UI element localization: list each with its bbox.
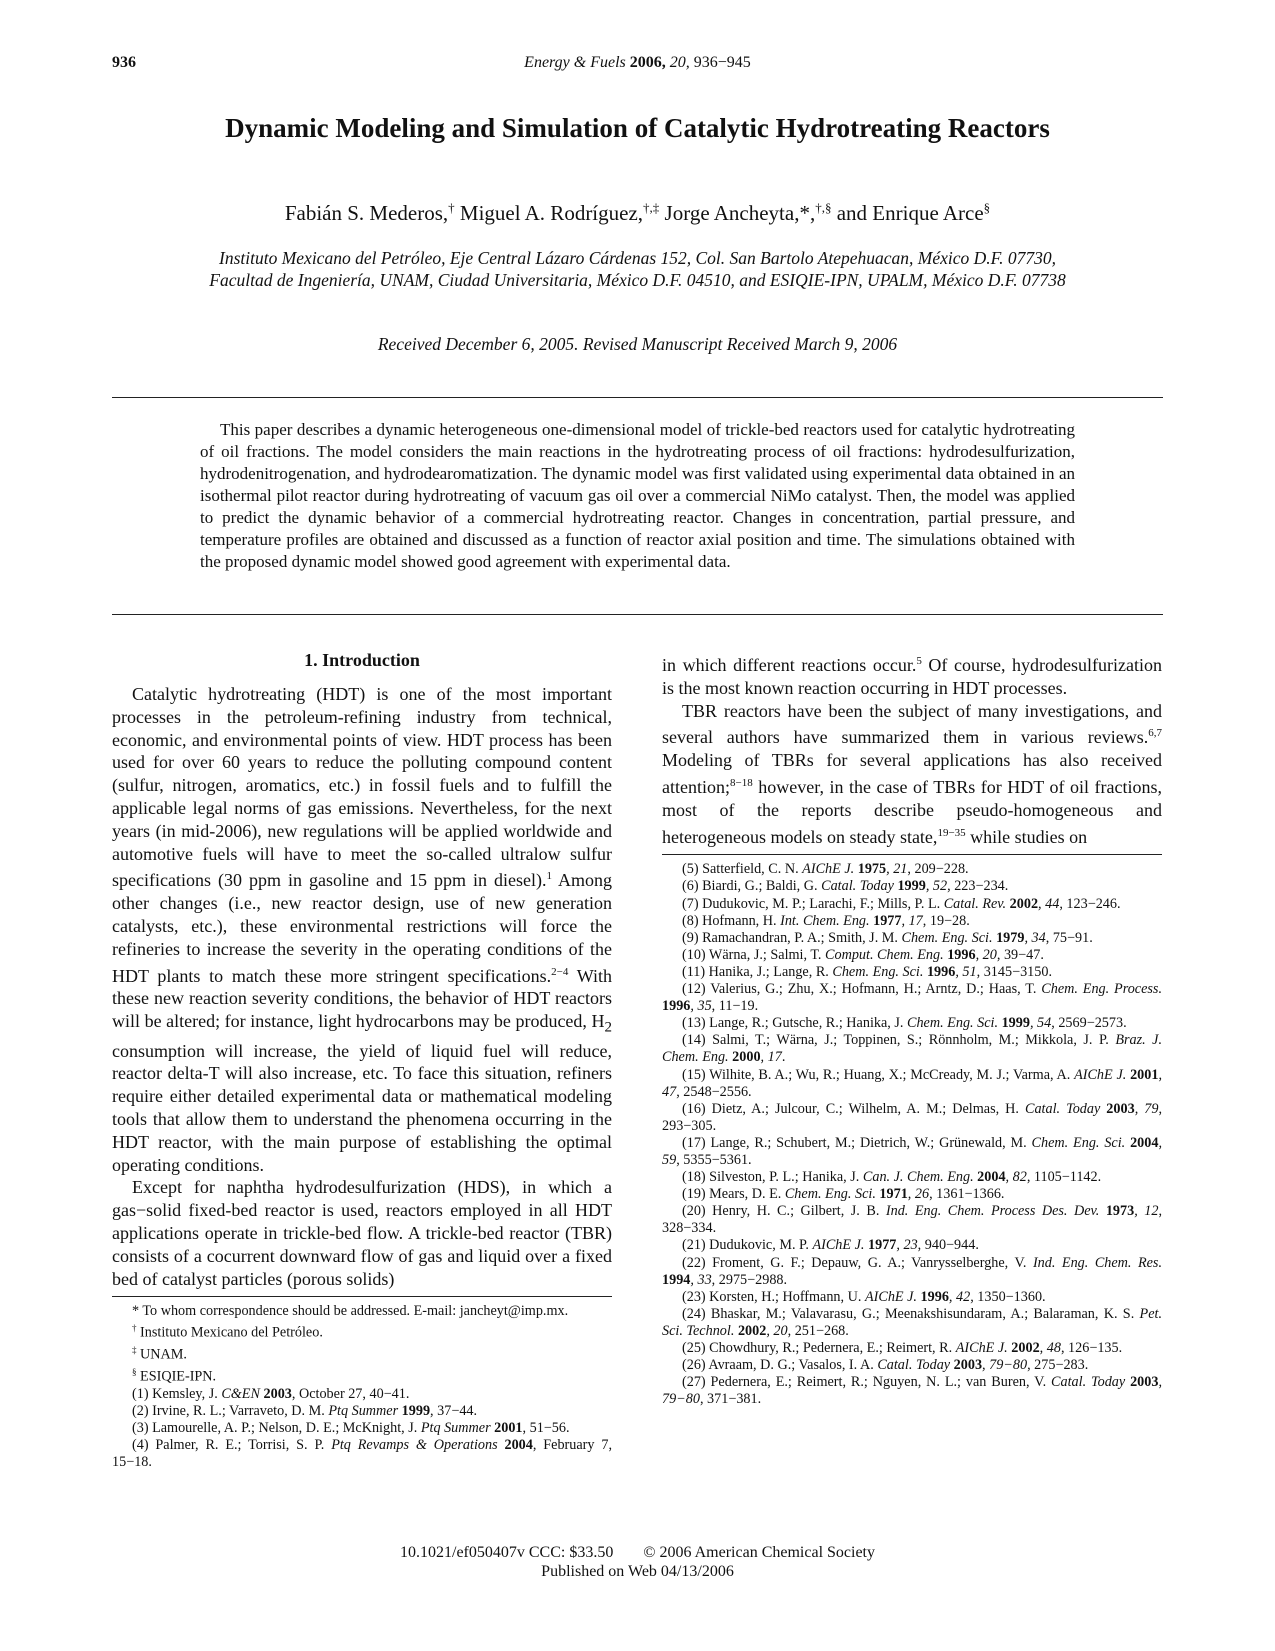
reference-year: 2003 — [1100, 1100, 1135, 1117]
author-marks: † — [448, 200, 455, 215]
reference-pre: (3) Lamourelle, A. P.; Nelson, D. E.; McKnight, J. — [132, 1420, 421, 1437]
reference-entry — [662, 1135, 1162, 1169]
reference-post: , 1105−1142. — [1026, 1169, 1102, 1186]
reference-entry — [662, 1203, 1162, 1237]
reference-jour: AIChE J. — [1074, 1066, 1127, 1083]
reference-year: 1996 — [662, 998, 691, 1015]
author-name: Fabián S. Mederos, — [284, 201, 449, 225]
text-run: while studies on — [965, 826, 1088, 847]
citation-superscript: 19−35 — [937, 826, 966, 839]
reference-pre: (7) Dudukovic, M. P.; Larachi, F.; Mills, P. L. — [682, 895, 944, 912]
text-run: Among other changes (i.e., new reactor design, use of new generation catalysts, etc.), these environmental restrictions will force the refineries to increase the severity in the operating conditions of the HDT plants to match these more stringent specifications. — [112, 870, 612, 986]
reference-pre: (22) Froment, G. F.; Depauw, G. A.; Vanrysselberghe, V. — [682, 1254, 1033, 1271]
reference-jour: Catal. Today — [821, 878, 894, 895]
reference-entry — [662, 964, 1162, 981]
reference-year: 1971 — [875, 1186, 908, 1203]
reference-entry — [662, 930, 1162, 947]
section-heading: 1. Introduction — [304, 650, 420, 670]
reference-year: 2003 — [1125, 1374, 1159, 1391]
reference-entry — [662, 1067, 1162, 1101]
abstract: This paper describes a dynamic heterogeneous one-dimensional model of trickle-bed reactors used for catalytic hydrotreating of oil fractions. The model considers the main reactions in the hydrotreating process of oil fractions: hydrodesulfurization, hydrodenitrogenation, and hydrodearomatization. The dynamic model was first validated using experimental data obtained in an isothermal pilot reactor during hydrotreating of vacuum gas oil over a commercial NiMo catalyst. Then, the model was applied to predict the dynamic behavior of a commercial hydrotreating reactor. Changes in concentration, partial pressure, and temperature profiles are obtained and discussed as a function of reactor axial position and time. The simulations obtained with the proposed dynamic model showed good agreement with experimental data. — [200, 420, 1075, 571]
reference-post: , 3145−3150. — [976, 963, 1053, 980]
reference-pre: (19) Mears, D. E. — [682, 1186, 785, 1203]
affiliation-footnote — [112, 1342, 612, 1364]
left-column — [112, 650, 612, 1471]
reference-year: 1977 — [869, 912, 902, 929]
received-dates: Received December 6, 2005. Revised Manuscript Received March 9, 2006 — [377, 334, 898, 354]
reference-vol: , 21 — [886, 861, 908, 878]
abstract-top-rule — [112, 397, 1163, 398]
reference-post: , October 27, 40−41. — [291, 1385, 410, 1402]
reference-year: 2002 — [1006, 895, 1039, 912]
reference-jour: Catal. Today — [1025, 1100, 1101, 1117]
reference-entry — [662, 1186, 1162, 1203]
reference-jour: Chem. Eng. Sci. — [906, 1015, 999, 1032]
citation-superscript: 6,7 — [1148, 727, 1162, 740]
reference-jour: Ind. Eng. Chem. Process Des. Dev. — [885, 1203, 1100, 1220]
text-run: With these new reaction severity conditions, the behavior of HDT reactors will be altered; for instance, light hydrocarbons may be produced, H — [112, 965, 612, 1032]
intro-paragraph-2: Except for naphtha hydrodesulfurization (HDS), in which a gas−solid fixed-bed reactor is used, reactors employed in all HDT applications operate in trickle-bed flow. A trickle-bed reactor (TBR) consists of a cocurrent downward flow of gas and liquid over a fixed bed of catalyst particles (porous solids) — [112, 1177, 612, 1289]
reference-year: 1996 — [943, 946, 976, 963]
reference-pre: (2) Irvine, R. L.; Varraveto, D. M. — [132, 1402, 329, 1419]
text-run: in which different reactions occur. — [662, 655, 917, 675]
reference-post: , 51−56. — [522, 1420, 570, 1437]
reference-post: , 11−19. — [711, 998, 759, 1015]
reference-year: 1979 — [992, 929, 1025, 946]
reference-jour: Comput. Chem. Eng. — [825, 946, 944, 963]
subscript: 2 — [604, 1019, 612, 1036]
reference-entry — [662, 1169, 1162, 1186]
reference-pre: (13) Lange, R.; Gutsche, R.; Hanika, J. — [682, 1015, 907, 1032]
reference-jour: Int. Chem. Eng. — [780, 912, 870, 929]
reference-vol: , 44 — [1038, 895, 1060, 912]
reference-vol: , 17 — [901, 912, 923, 929]
doi-line — [112, 1544, 1163, 1562]
citation-superscript: 8−18 — [729, 776, 753, 789]
reference-vol: , 59 — [662, 1134, 1162, 1168]
reference-jour: Ptq Summer — [328, 1402, 399, 1419]
reference-year: 2004 — [497, 1437, 533, 1454]
reference-jour: Can. J. Chem. Eng. — [862, 1169, 974, 1186]
reference-jour: C&EN — [221, 1385, 260, 1402]
reference-post: , 123−246. — [1059, 895, 1121, 912]
reference-year: 2003 — [950, 1357, 983, 1374]
reference-pre: (4) Palmer, R. E.; Torrisi, S. P. — [132, 1437, 332, 1454]
reference-jour: Chem. Eng. Sci. — [832, 963, 924, 980]
reference-entry — [662, 1015, 1162, 1032]
reference-pre: (21) Dudukovic, M. P. — [682, 1237, 813, 1254]
reference-vol: , 48 — [1039, 1340, 1061, 1356]
reference-post: , 275−283. — [1027, 1357, 1089, 1374]
corresponding-author-note: * To whom correspondence should be addressed. E-mail: jancheyt@imp.mx. — [132, 1303, 569, 1320]
reference-pre: (12) Valerius, G.; Zhu, X.; Hofmann, H.; Arntz, D.; Haas, T. — [682, 981, 1042, 998]
footnote-rule — [112, 1296, 612, 1297]
reference-post: , 126−135. — [1060, 1340, 1123, 1356]
reference-post: , 293−305. — [662, 1100, 1162, 1134]
reference-jour: Braz. J. Chem. Eng. — [662, 1032, 1162, 1066]
reference-post: , 2975−2988. — [711, 1271, 788, 1288]
journal-year: 2006, — [629, 54, 666, 71]
body-paragraph — [662, 650, 1162, 700]
reference-jour: AIChE J. — [812, 1237, 865, 1254]
published-date: Published on Web 04/13/2006 — [541, 1563, 734, 1580]
reference-post: , February 7, 15−18. — [112, 1437, 613, 1471]
reference-year: 2002 — [734, 1322, 767, 1339]
reference-vol: , 26 — [907, 1186, 930, 1203]
journal-pages: 936−945 — [693, 54, 751, 71]
reference-vol: , 52 — [925, 878, 948, 895]
reference-entry — [662, 1340, 1162, 1357]
footnote-text: ESIQIE-IPN. — [140, 1368, 217, 1385]
affiliation-footnote — [112, 1320, 612, 1342]
reference-vol: , 23 — [896, 1237, 918, 1254]
citation-superscript: 2−4 — [551, 965, 569, 978]
affiliation-footnote — [112, 1364, 612, 1386]
reference-post: , 19−28. — [922, 912, 970, 929]
reference-entry — [662, 1357, 1162, 1374]
reference-entry — [662, 1374, 1162, 1408]
reference-post: , 1350−1360. — [970, 1288, 1046, 1305]
reference-post: . — [781, 1049, 786, 1066]
reference-entry — [112, 1437, 612, 1471]
reference-jour: Catal. Today — [877, 1357, 951, 1374]
reference-pre: (18) Silveston, P. L.; Hanika, J. — [682, 1169, 863, 1186]
reference-post: , 5355−5361. — [676, 1151, 752, 1168]
reference-entry — [662, 981, 1162, 1015]
footnote-text: UNAM. — [140, 1346, 187, 1363]
affiliation: Instituto Mexicano del Petróleo, Eje Central Lázaro Cárdenas 152, Col. San Bartolo Atepehuacan, México D.F. 07730, Facultad de Ingeniería, UNAM, Ciudad Universitaria, México D.F. 04510, and ESIQIE-IPN, UPALM, México D.F. 07738 — [209, 248, 1066, 290]
reference-vol: , 20 — [766, 1322, 788, 1339]
page-number: 936 — [112, 54, 136, 71]
reference-year: 1977 — [864, 1237, 897, 1254]
reference-year: 2004 — [973, 1169, 1006, 1186]
abstract-bottom-rule — [112, 614, 1163, 615]
reference-year: 1996 — [923, 963, 956, 980]
reference-vol: , 12 — [1134, 1203, 1159, 1220]
reference-post: , 75−91. — [1045, 929, 1093, 946]
reference-entry — [112, 1386, 612, 1403]
reference-vol: , 35 — [690, 998, 712, 1015]
footnote-text: Instituto Mexicano del Petróleo. — [140, 1325, 323, 1342]
journal-citation — [112, 54, 1163, 72]
double-dagger-mark: ‡ — [132, 1345, 137, 1356]
reference-jour: Ind. Eng. Chem. Res. — [1032, 1254, 1162, 1271]
journal-volume: 20, — [669, 54, 690, 71]
reference-pre: (8) Hofmann, H. — [682, 912, 781, 929]
reference-entry — [662, 947, 1162, 964]
author-list — [112, 200, 1163, 226]
reference-year: 2001 — [490, 1420, 523, 1437]
reference-vol: , 79 — [1134, 1100, 1159, 1117]
citation-superscript: 5 — [916, 655, 922, 667]
section-mark: § — [132, 1367, 137, 1378]
reference-year: 1994 — [662, 1271, 691, 1288]
right-column — [662, 650, 1162, 1408]
reference-jour: Ptq Summer — [420, 1420, 491, 1437]
author-name: Jorge Ancheyta,*, — [664, 201, 816, 225]
reference-year: 1999 — [398, 1402, 431, 1419]
reference-post: , 37−44. — [430, 1402, 478, 1419]
author-name: Miguel A. Rodríguez, — [459, 201, 644, 225]
reference-pre: (23) Korsten, H.; Hoffmann, U. — [682, 1288, 865, 1305]
reference-jour: AIChE J. — [955, 1340, 1008, 1356]
journal-name: Energy & Fuels — [524, 54, 626, 71]
reference-pre: (9) Ramachandran, P. A.; Smith, J. M. — [682, 929, 902, 946]
reference-pre: (27) Pedernera, E.; Reimert, R.; Nguyen, N. L.; van Buren, V. — [682, 1374, 1052, 1391]
reference-jour: Catal. Today — [1051, 1374, 1126, 1391]
reference-pre: (14) Salmi, T.; Wärna, J.; Toppinen, S.; Rönnholm, M.; Mikkola, J. P. — [682, 1032, 1116, 1049]
body-paragraph — [662, 700, 1162, 849]
reference-entry — [662, 1306, 1162, 1340]
reference-post: , 223−234. — [947, 878, 1009, 895]
reference-year: 1999 — [998, 1015, 1030, 1032]
reference-vol: , 42 — [948, 1288, 971, 1305]
reference-entry — [112, 1403, 612, 1420]
text-run: Catalytic hydrotreating (HDT) is one of the most important processes in the petroleum-refining industry from technical, economic, and environmental points of view. HDT process has been used for over 60 years to reduce the polluting compound content (sulfur, nitrogen, aromatics, etc.) in fossil fuels and to fulfill the applicable legal norms of gas emissions. Nevertheless, for the next years (in mid-2006), new regulations will be applied worldwide and automotive fuels will have to meet the so-called ultralow sulfur specifications (30 ppm in gasoline and 15 ppm in diesel). — [112, 684, 612, 891]
text-run: TBR reactors have been the subject of many investigations, and several authors have summarized them in various reviews. — [662, 700, 1162, 748]
reference-pre: (20) Henry, H. C.; Gilbert, J. B. — [682, 1203, 886, 1220]
reference-vol: , 17 — [760, 1049, 782, 1066]
reference-jour: AIChE J. — [802, 861, 855, 878]
reference-vol: , 51 — [955, 963, 977, 980]
running-header — [112, 54, 1163, 78]
reference-list — [662, 861, 1162, 1408]
text-run: however, in the case of TBRs for HDT of oil fractions, most of the reports describe pseudo-homogeneous and heterogeneous models on steady state, — [662, 776, 1162, 847]
author-name: and Enrique Arce — [836, 201, 984, 225]
reference-pre: (26) Avraam, D. G.; Vasalos, I. A. — [682, 1357, 878, 1374]
reference-vol: , 79−80 — [662, 1374, 1163, 1408]
reference-pre: (17) Lange, R.; Schubert, M.; Dietrich, W.; Grünewald, M. — [682, 1134, 1032, 1151]
reference-pre: (24) Bhaskar, M.; Valavarasu, G.; Meenakshisundaram, A.; Balaraman, K. S. — [682, 1305, 1140, 1322]
reference-vol: , 82 — [1005, 1169, 1027, 1186]
reference-year: 2004 — [1125, 1134, 1159, 1151]
reference-pre: (16) Dietz, A.; Julcour, C.; Wilhelm, A. M.; Delmas, H. — [682, 1100, 1025, 1117]
reference-jour: Pet. Sci. Technol. — [662, 1305, 1162, 1339]
reference-post: , 328−334. — [662, 1203, 1162, 1237]
reference-entry — [662, 1289, 1162, 1306]
reference-entry — [662, 1237, 1162, 1254]
reference-jour: Catal. Rev. — [943, 895, 1007, 912]
reference-vol: , 47 — [662, 1066, 1162, 1100]
reference-year: 2001 — [1126, 1066, 1159, 1083]
reference-year: 1999 — [893, 878, 926, 895]
paper-title: Dynamic Modeling and Simulation of Catalytic Hydrotreating Reactors — [225, 113, 1050, 143]
citation-superscript: 1 — [546, 870, 552, 883]
reference-entry — [662, 1101, 1162, 1135]
reference-post: , 940−944. — [917, 1237, 979, 1254]
reference-pre: (11) Hanika, J.; Lange, R. — [682, 963, 833, 980]
reference-year: 1996 — [916, 1288, 949, 1305]
intro-paragraph-1 — [112, 683, 612, 1176]
reference-entry — [112, 1420, 612, 1437]
reference-post: , 251−268. — [787, 1322, 849, 1339]
author-marks: †,‡ — [643, 200, 660, 215]
reference-jour: Chem. Eng. Process. — [1041, 981, 1162, 998]
reference-pre: (10) Wärna, J.; Salmi, T. — [682, 946, 826, 963]
reference-jour: Chem. Eng. Sci. — [1031, 1134, 1126, 1151]
reference-vol: , 34 — [1024, 929, 1046, 946]
reference-pre: (6) Biardi, G.; Baldi, G. — [682, 878, 822, 895]
reference-pre: (5) Satterfield, C. N. — [682, 861, 803, 878]
reference-post: , 371−381. — [699, 1391, 762, 1408]
reference-jour: AIChE J. — [864, 1288, 917, 1305]
text-run: Of course, hydrodesulfurization is the most known reaction occurring in HDT processes. — [662, 655, 1162, 698]
text-run: Modeling of TBRs for several applications has also received attention; — [662, 750, 1162, 797]
author-marks: †,§ — [815, 200, 832, 215]
reference-year: 2002 — [1007, 1340, 1040, 1356]
reference-vol: , 54 — [1029, 1015, 1052, 1032]
reference-entry — [662, 1255, 1162, 1289]
reference-year: 2003 — [259, 1385, 292, 1402]
reference-post: , 2548−2556. — [676, 1083, 752, 1100]
text-run: consumption will increase, the yield of liquid fuel will reduce, reactor delta-T will also increase, etc. To face this situation, refiners require either detailed experimental data or mathematical modeling tools that allow them to understand the phenomena occurring in the HDT reactor, with the main purpose of establishing the optimal operating conditions. — [112, 1040, 612, 1175]
reference-pre: (25) Chowdhury, R.; Pedernera, E.; Reimert, R. — [682, 1340, 956, 1356]
reference-entry — [662, 861, 1162, 878]
reference-post: , 209−228. — [907, 861, 969, 878]
doi-text: 10.1021/ef050407v CCC: $33.50 — [400, 1544, 614, 1561]
reference-post: , 2569−2573. — [1051, 1015, 1127, 1032]
reference-jour: Chem. Eng. Sci. — [784, 1186, 876, 1203]
reference-year: 1973 — [1099, 1203, 1135, 1220]
reference-vol: , 20 — [975, 946, 997, 963]
reference-pre: (1) Kemsley, J. — [132, 1385, 222, 1402]
footnote-rule — [662, 854, 1162, 855]
reference-pre: (15) Wilhite, B. A.; Wu, R.; Huang, X.; McCready, M. J.; Varma, A. — [682, 1066, 1075, 1083]
reference-vol: , 33 — [690, 1271, 712, 1288]
reference-list — [112, 1386, 612, 1471]
reference-vol: , 79−80 — [982, 1357, 1028, 1374]
reference-post: , 39−47. — [996, 946, 1044, 963]
reference-year: 1975 — [854, 861, 887, 878]
dagger-mark: † — [132, 1323, 137, 1334]
reference-entry — [662, 913, 1162, 930]
reference-entry — [662, 896, 1162, 913]
reference-entry — [662, 1032, 1162, 1066]
reference-jour: Chem. Eng. Sci. — [901, 929, 993, 946]
copyright-text: © 2006 American Chemical Society — [643, 1544, 875, 1561]
reference-jour: Ptq Revamps & Operations — [331, 1437, 498, 1454]
author-marks: § — [983, 200, 991, 215]
reference-entry — [662, 878, 1162, 895]
reference-post: , 1361−1366. — [929, 1186, 1005, 1203]
reference-year: 2000 — [728, 1049, 761, 1066]
